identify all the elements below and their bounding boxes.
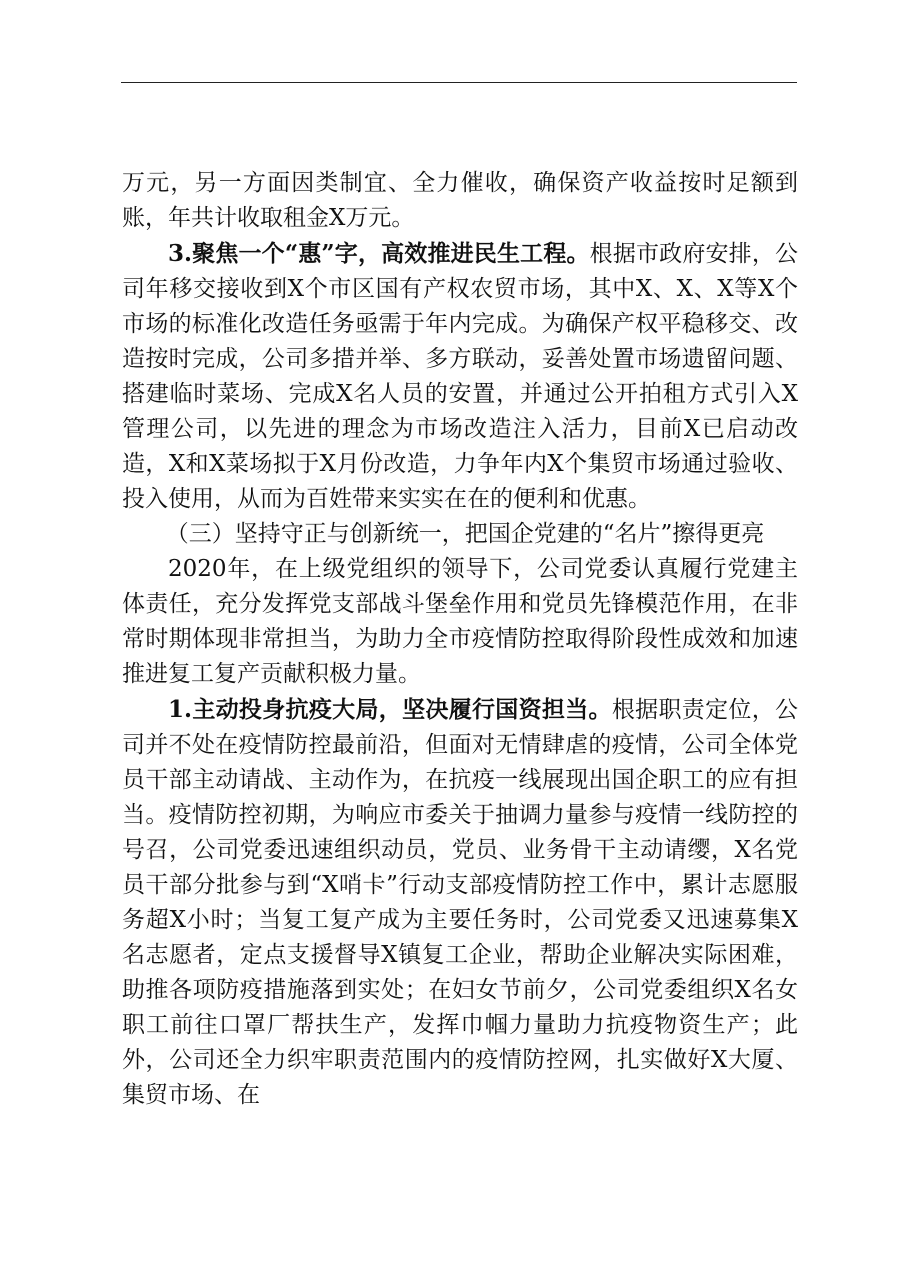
paragraph-item-3	[122, 236, 798, 517]
header-rule	[121, 82, 797, 83]
item-3-lead: 3.聚焦一个“惠”字，高效推进民生工程。	[168, 240, 590, 267]
item-1-text: 根据职责定位，公司并不处在疫情防控最前沿，但面对无情肆虐的疫情，公司全体党员干部主动请战、主动作为，在抗疫一线展现出国企职工的应有担当。疫情防控初期，为响应市委关于抽调力量参与疫情一线防控的号召，公司党委迅速组织动员，党员、业务骨干主动请缨，X名党员干部分批参与到“X哨卡”行动支部疫情防控工作中，累计志愿服务超X小时；当复工复产成为主要任务时，公司党委又迅速募集X名志愿者，定点支援督导X镇复工企业，帮助企业解决实际困难，助推各项防疫措施落到实处；在妇女节前夕，公司党委组织X名女职工前往口罩厂帮扶生产，发挥巾帼力量助力抗疫物资生产；此外，公司还全力织牢职责范围内的疫情防控网，扎实做好X大厦、集贸市场、在	[122, 697, 799, 1108]
document-body	[122, 166, 798, 1113]
paragraph-continuation: 万元，另一方面因类制宜、全力催收，确保资产收益按时足额到账，年共计收取租金X万元。	[122, 170, 798, 231]
section-3-intro: 2020年，在上级党组织的领导下，公司党委认真履行党建主体责任，充分发挥党支部战斗堡垒作用和党员先锋模范作用，在非常时期体现非常担当，为助力全市疫情防控取得阶段性成效和加速推进复工复产贡献积极力量。	[122, 556, 798, 687]
section-3-heading: （三）坚持守正与创新统一，把国企党建的“名片”擦得更亮	[165, 521, 765, 547]
item-3-text: 根据市政府安排，公司年移交接收到X个市区国有产权农贸市场，其中X、X、X等X个市场的标准化改造任务亟需于年内完成。为确保产权平稳移交、改造按时完成，公司多措并举、多方联动，妥善处置市场遗留问题、搭建临时菜场、完成X名人员的安置，并通过公开拍租方式引入X管理公司，以先进的理念为市场改造注入活力，目前X已启动改造，X和X菜场拟于X月份改造，力争年内X个集贸市场通过验收、投入使用，从而为百姓带来实实在在的便利和优惠。	[122, 241, 798, 512]
paragraph-item-1	[122, 692, 798, 1113]
item-1-lead: 1.主动投身抗疫大局，坚决履行国资担当。	[168, 696, 612, 723]
